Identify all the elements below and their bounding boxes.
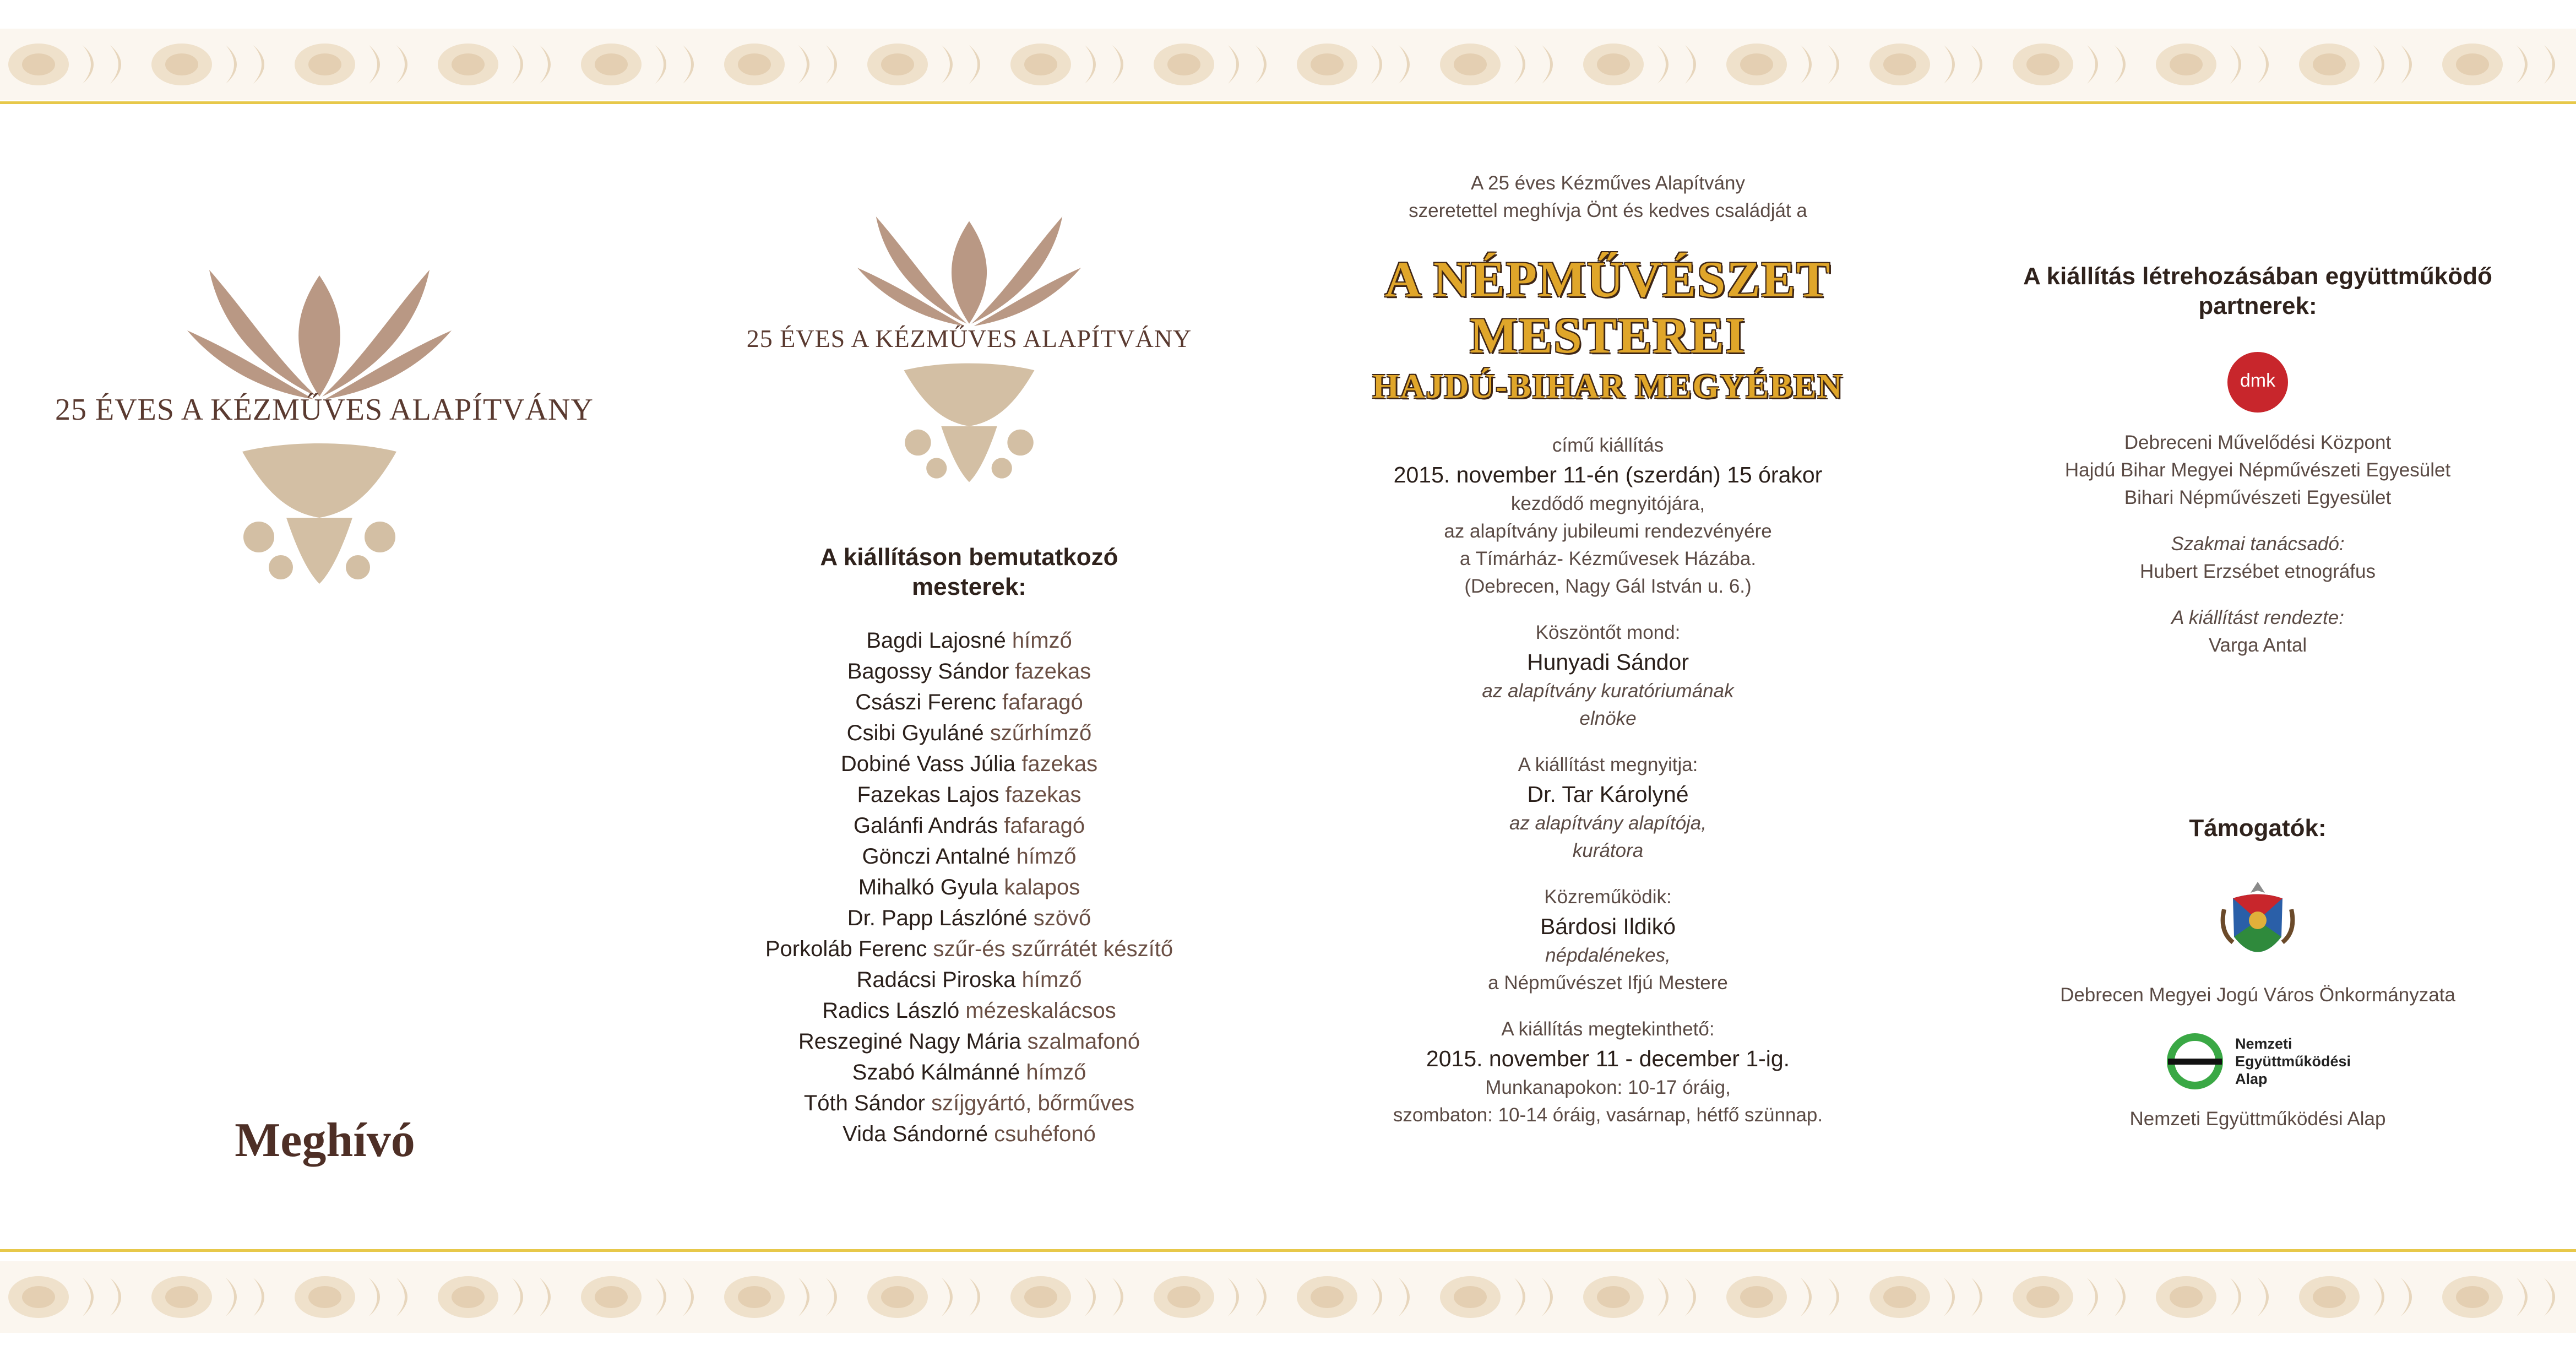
master-craft: fafaragó [1002,690,1083,714]
masters-list [716,625,1222,1149]
master-name: Bagdi Lajosné [866,628,1006,653]
viewing-dates: 2015. november 11 - december 1-ig. [1426,1046,1790,1071]
master-name: Fazekas Lajos [857,783,999,807]
master-list-item [716,841,1222,872]
organizer-name: Varga Antal [2208,634,2307,656]
supporter2: Nemzeti Együttműködési Alap [2129,1108,2386,1130]
invitation-word: Meghívó [235,1114,415,1167]
master-craft: szövő [1033,906,1091,930]
hours-line2: szombaton: 10-14 óráig, vasárnap, hétfő szünnap. [1393,1104,1823,1126]
nea-logo-line2: Együttműködési [2235,1053,2351,1070]
exhibition-title-line3: HAJDÚ-BIHAR MEGYÉBEN [1372,368,1844,405]
opener-label: A kiállítást megnyitja: [1518,754,1698,775]
master-list-item [716,1057,1222,1088]
master-craft: mézeskalácsos [965,999,1116,1023]
masters-heading-line2: mesterek: [912,573,1026,600]
details-line4: (Debrecen, Nagy Gál István u. 6.) [1464,576,1752,597]
master-craft: szalmafonó [1027,1029,1140,1054]
master-name: Galánfi András [853,813,998,838]
master-craft: csuhéfonó [994,1122,1096,1146]
ornament-pattern-bottom [0,1261,2576,1333]
master-name: Császi Ferenc [855,690,996,714]
master-list-item [716,718,1222,748]
masters-heading-line1: A kiállításon bemutatkozó [820,544,1118,571]
master-name: Dr. Papp Lászlóné [847,906,1028,930]
details-line1: kezdődő megnyitójára, [1510,493,1705,514]
organizer-label: A kiállítást rendezte: [2171,607,2344,628]
master-name: Csibi Gyuláné [846,721,984,745]
top-gold-line [0,101,2576,104]
nea-circle-icon [2165,1031,2225,1092]
exhibition-title-line2: MESTEREI [1470,307,1746,364]
master-craft: fafaragó [1004,813,1085,838]
master-list-item [716,656,1222,687]
master-craft: szűr-és szűrrátét készítő [933,937,1173,961]
master-name: Vida Sándorné [843,1122,988,1146]
master-list-item [716,903,1222,934]
master-name: Tóth Sándor [803,1091,925,1115]
performer-role2: a Népművészet Ifjú Mestere [1488,972,1728,994]
master-list-item [716,934,1222,964]
master-list-item [716,872,1222,903]
advisor-name: Hubert Erzsébet etnográfus [2139,561,2376,582]
top-ornament-band [0,29,2576,100]
performer-name: Bárdosi Ildikó [1540,914,1676,939]
master-list-item [716,1026,1222,1057]
partners-heading-line2: partnerek: [2198,292,2317,319]
debrecen-coat-of-arms-icon [2216,876,2299,970]
master-name: Porkoláb Ferenc [765,937,927,961]
master-craft: hímző [1012,628,1072,653]
master-craft: hímző [1021,968,1082,992]
invitation-section [1311,170,1905,1129]
opener-role2: kurátora [1572,840,1644,861]
masters-logo-caption: 25 ÉVES A KÉZMŰVES ALAPÍTVÁNY [746,324,1192,352]
greeting-name: Hunyadi Sándor [1526,649,1689,675]
opener-name: Dr. Tar Károlyné [1527,782,1689,807]
master-list-item [716,625,1222,656]
master-craft: szíjgyártó, bőrműves [931,1091,1135,1115]
supporters-heading: Támogatók: [2189,815,2327,842]
master-list-item [716,687,1222,718]
master-craft: szűrhímző [990,721,1092,745]
performer-role1: népdalénekes, [1545,945,1671,966]
nea-logo-line3: Alap [2235,1071,2268,1087]
opening-date-time: 2015. november 11-én (szerdán) 15 órakor [1393,462,1823,487]
exhibition-subtitle: című kiállítás [1552,435,1664,456]
masters-section [716,543,1222,1149]
partners-heading-line1: A kiállítás létrehozásában együttműködő [2023,263,2492,290]
bottom-gold-line [0,1249,2576,1252]
master-name: Mihalkó Gyula [858,875,998,899]
master-craft: fazekas [1015,659,1091,684]
master-name: Radácsi Piroska [856,968,1016,992]
cover-logo-caption: 25 ÉVES A KÉZMŰVES ALAPÍTVÁNY [55,393,594,427]
master-craft: fazekas [1005,783,1082,807]
master-name: Radics László [822,999,960,1023]
advisor-label: Szakmai tanácsadó: [2171,533,2345,555]
master-craft: fazekas [1021,752,1098,776]
master-name: Bagossy Sándor [847,659,1009,684]
intro-line1: A 25 éves Kézműves Alapítvány [1470,172,1746,194]
master-list-item [716,1119,1222,1149]
master-name: Dobiné Vass Júlia [840,752,1016,776]
master-name: Gönczi Antalné [862,844,1010,869]
master-name: Szabó Kálmánné [852,1060,1020,1084]
greeting-role2: elnöke [1579,708,1637,729]
ornament-pattern-top [0,29,2576,100]
partner3: Bihari Népművészeti Egyesület [2124,487,2392,508]
performer-label: Közreműködik: [1544,886,1672,908]
master-list-item [716,810,1222,841]
master-list-item [716,964,1222,995]
master-list-item [716,748,1222,779]
master-list-item [716,995,1222,1026]
details-line3: a Tímárház- Kézművesek Házába. [1459,548,1757,569]
master-craft: hímző [1016,844,1077,869]
partner1: Debreceni Művelődési Központ [2124,432,2392,453]
master-list-item [716,1088,1222,1119]
master-craft: kalapos [1004,875,1080,899]
exhibition-title-line1: A NÉPMŰVÉSZET [1384,251,1832,307]
supporter1: Debrecen Megyei Jogú Város Önkormányzata [2060,984,2455,1006]
master-list-item [716,779,1222,810]
dmk-logo-icon: dmk [2227,352,2288,413]
nea-logo-text [2235,1035,2351,1088]
partners-section [1971,262,2544,1133]
greeting-label: Köszöntőt mond: [1535,622,1681,643]
intro-line2: szeretettel meghívja Önt és kedves családját a [1409,200,1807,221]
hours-line1: Munkanapokon: 10-17 óráig, [1485,1077,1731,1098]
greeting-role1: az alapítvány kuratóriumának [1482,680,1734,702]
opener-role1: az alapítvány alapítója, [1509,812,1707,834]
master-craft: hímző [1026,1060,1086,1084]
bottom-ornament-band [0,1261,2576,1333]
master-name: Reszeginé Nagy Mária [798,1029,1021,1054]
nea-logo [2165,1031,2351,1092]
details-line2: az alapítvány jubileumi rendezvényére [1444,520,1772,542]
nea-logo-line1: Nemzeti [2235,1035,2292,1052]
viewing-label: A kiállítás megtekinthető: [1501,1018,1715,1040]
partner2: Hajdú Bihar Megyei Népművészeti Egyesület [2064,459,2451,481]
